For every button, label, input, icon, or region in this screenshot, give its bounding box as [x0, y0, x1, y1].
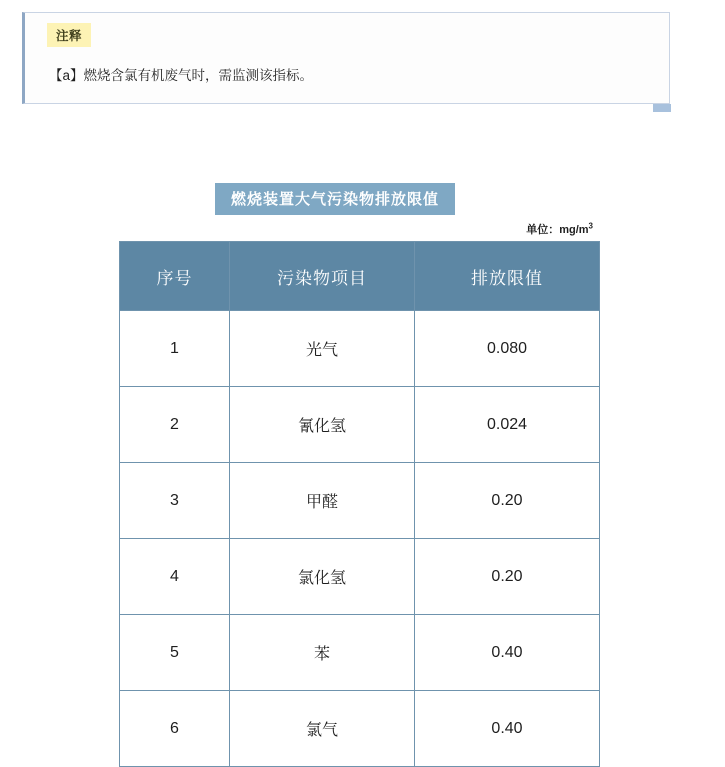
cell-item: 甲醛	[230, 463, 415, 539]
cell-index: 2	[120, 387, 230, 463]
table-row	[120, 463, 600, 539]
cell-index: 1	[120, 311, 230, 387]
emission-limits-table	[119, 241, 600, 767]
cell-limit: 0.40	[415, 615, 600, 691]
table-header-row	[120, 242, 600, 311]
column-header-index: 序号	[120, 242, 230, 311]
unit-value: mg/m	[559, 224, 589, 236]
cell-index: 6	[120, 691, 230, 767]
unit-label: 单位：	[526, 224, 560, 236]
cell-index: 3	[120, 463, 230, 539]
cell-limit: 0.40	[415, 691, 600, 767]
unit-note	[119, 221, 599, 237]
table-row	[120, 539, 600, 615]
cell-item: 氰化氢	[230, 387, 415, 463]
unit-exponent: 3	[588, 221, 593, 231]
table-caption: 燃烧装置大气污染物排放限值	[215, 183, 455, 215]
column-header-limit: 排放限值	[415, 242, 600, 311]
cell-item: 光气	[230, 311, 415, 387]
cell-limit: 0.080	[415, 311, 600, 387]
cell-item: 苯	[230, 615, 415, 691]
emission-limits-section	[119, 183, 599, 767]
cell-item: 氯气	[230, 691, 415, 767]
cell-item: 氯化氢	[230, 539, 415, 615]
annotation-text: 【a】燃烧含氯有机废气时，需监测该指标。	[49, 68, 314, 83]
table-row	[120, 311, 600, 387]
column-header-item: 污染物项目	[230, 242, 415, 311]
table-row	[120, 615, 600, 691]
cell-index: 5	[120, 615, 230, 691]
cell-limit: 0.20	[415, 539, 600, 615]
scroll-marker[interactable]	[653, 104, 671, 112]
table-row	[120, 387, 600, 463]
annotation-title: 注释	[47, 23, 91, 47]
cell-index: 4	[120, 539, 230, 615]
annotation-panel	[22, 12, 670, 104]
table-row	[120, 691, 600, 767]
cell-limit: 0.20	[415, 463, 600, 539]
cell-limit: 0.024	[415, 387, 600, 463]
